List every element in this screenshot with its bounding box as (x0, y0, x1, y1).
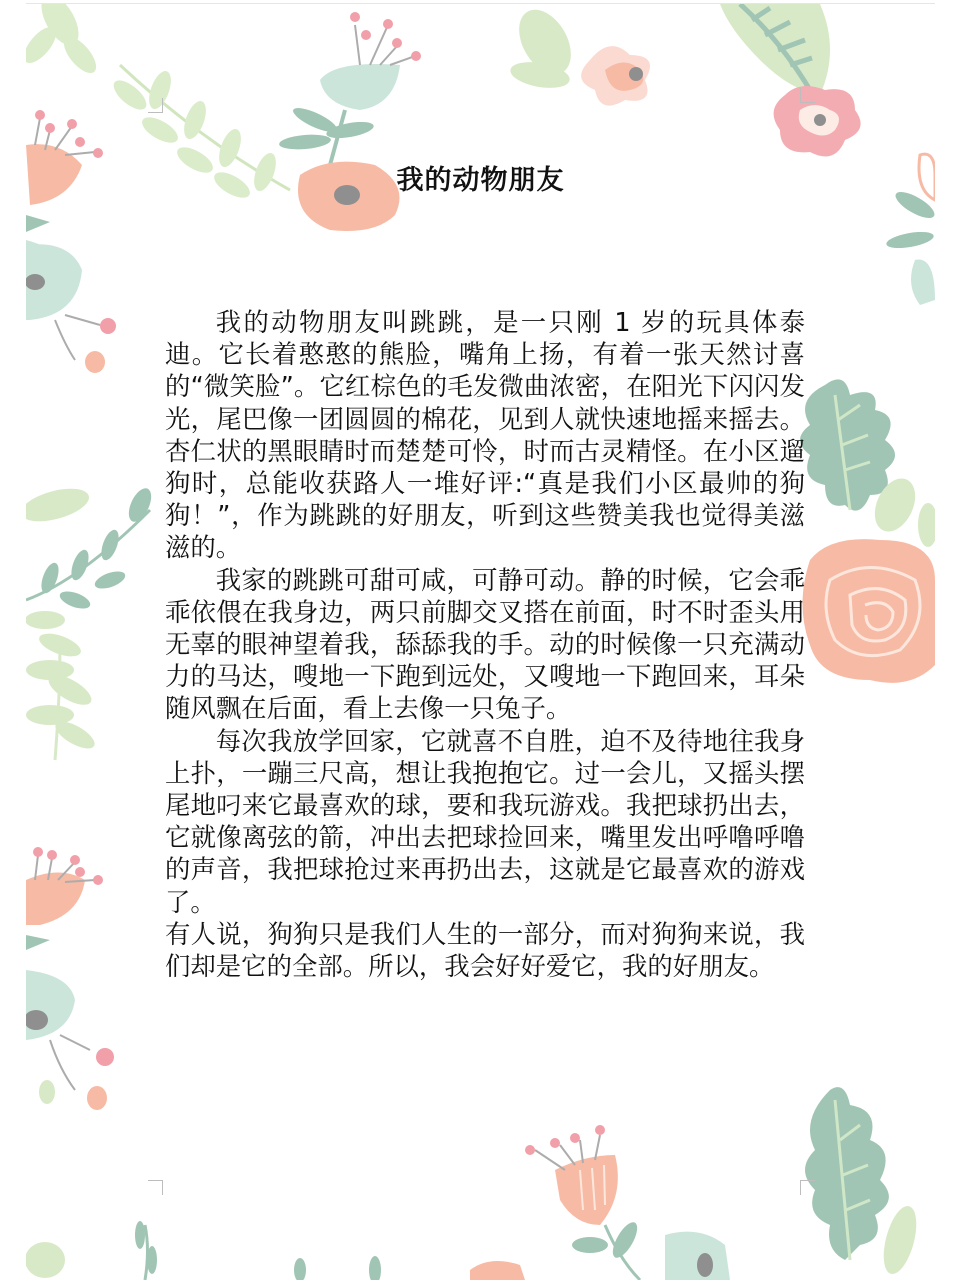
crop-mark-bottom-right (800, 1180, 815, 1195)
paragraph-2: 我家的跳跳可甜可咸，可静可动。静的时候，它会乖乖依偎在我身边，两只前脚交叉搭在前面，时不时歪头用无辜的眼神望着我，舔舔我的手。动的时候像一只充满动力的马达，嗖地一下跑到远处，又嗖地一下跑回来，耳朵随风飘在后面，看上去像一只兔子。 (165, 564, 805, 724)
document-title: 我的动物朋友 (396, 165, 565, 196)
crop-mark-top-right (800, 88, 815, 103)
flower-icon (774, 86, 861, 156)
oak-leaf-icon (800, 379, 938, 547)
paragraph-3: 每次我放学回家，它就喜不自胜，迫不及待地往我身上扑，一蹦三尺高，想让我抱抱它。过一会儿，又摇头摆尾地叼来它最喜欢的球，要和我玩游戏。我把球扔出去，它就像离弦的箭，冲出去把球捡回来，嘴里发出呼噜呼噜的声音，我把球抢过来再扔出去，这就是它最喜欢的游戏了。 (165, 725, 805, 917)
crop-mark-bottom-left (148, 1180, 163, 1195)
fern-leaf-icon (18, 0, 102, 78)
crop-mark-top-left (148, 98, 163, 113)
rose-icon (803, 539, 936, 683)
tulip-flower-icon (278, 12, 421, 165)
document-body (165, 306, 805, 982)
paragraph-4: 有人说，狗狗只是我们人生的一部分，而对狗狗来说，我们却是它的全部。所以，我会好好爱它，我的好朋友。 (165, 918, 805, 982)
paragraph-1: 我的动物朋友叫跳跳，是一只刚 1 岁的玩具体泰迪。它长着憨憨的熊脸，嘴角上扬，有着一张天然讨喜的“微笑脸”。它红棕色的毛发微曲浓密，在阳光下闪闪发光，尾巴像一团圆圆的棉花，见到人就快速地摇来摇去。杏仁状的黑眼睛时而楚楚可怜，时而古灵精怪。在小区遛狗时，总能收获路人一堆好评:“真是我们小区最帅的狗狗！”，作为跳跳的好朋友，听到这些赞美我也觉得美滋滋的。 (165, 307, 805, 563)
